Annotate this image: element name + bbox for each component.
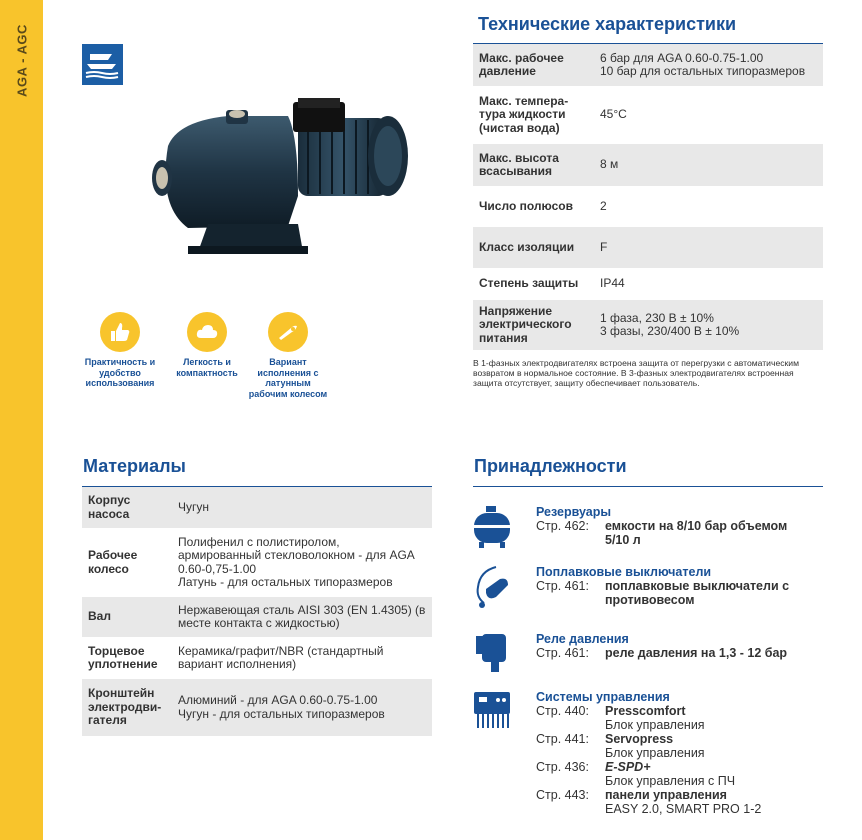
spec-value: IP44 — [600, 276, 625, 291]
spec-key: Напряжение электрического питания — [473, 300, 594, 350]
table-row — [473, 144, 823, 186]
table-row — [82, 487, 432, 528]
material-key: Вал — [82, 597, 172, 637]
tech-note: В 1-фазных электродвигателях встроена защита от перегрузки с автоматическим возвратом в нормальное состояние. В 3-фазных электродвигателях встроенная защита отсутствует, защиту обеспечивает пользователь. — [473, 358, 799, 388]
accessory-item — [536, 579, 805, 607]
item-name: Presscomfort — [605, 704, 686, 718]
accessory-title: Системы управления — [536, 690, 670, 704]
tech-table — [473, 44, 823, 350]
material-key: Торцевое уплотнение — [88, 643, 158, 671]
spec-value: 6 бар для AGA 0.60-0.75-1.00 10 бар для остальных типоразмеров — [594, 44, 823, 86]
feature-usability — [80, 312, 160, 389]
table-row — [82, 597, 432, 637]
table-row — [473, 300, 823, 350]
control-unit-icon — [470, 690, 514, 734]
accessory-title: Резервуары — [536, 505, 612, 519]
accessory-item — [536, 519, 805, 547]
spec-value: F — [594, 227, 823, 268]
thumb-up-icon — [100, 312, 140, 352]
page-ref: Стр. 462: — [536, 519, 589, 533]
item-text — [605, 732, 705, 760]
spec-value: 1 фаза, 230 В ± 10% 3 фазы, 230/400 В ± 10% — [594, 300, 823, 350]
item-sub: EASY 2.0, SMART PRO 1-2 — [605, 802, 762, 816]
cloud-icon — [187, 312, 227, 352]
float-switch-icon — [470, 565, 514, 609]
item-name: E-SPD+ — [605, 760, 651, 774]
tank-icon — [470, 505, 514, 549]
material-value: Керамика/графит/NBR (стандартный вариант исполнения) — [178, 643, 384, 671]
accessory-float-switches — [470, 565, 830, 615]
item-sub: Блок управления — [605, 718, 705, 732]
spec-key: Степень защиты — [479, 276, 579, 291]
page-ref: Стр. 436: — [536, 760, 589, 774]
spec-value: 8 м — [594, 144, 823, 186]
accessory-tanks — [470, 505, 830, 555]
pressure-switch-icon — [470, 632, 514, 676]
item-text: реле давления на 1,3 - 12 бар — [605, 646, 788, 660]
page-ref: Стр. 440: — [536, 704, 589, 718]
accessory-item — [536, 788, 761, 816]
accessories-rule — [473, 486, 823, 487]
item-sub: Блок управления с ПЧ — [605, 774, 736, 788]
table-row — [473, 227, 823, 268]
spec-key: Класс изоляции — [473, 227, 594, 268]
spec-key: Макс. высота всасывания — [473, 144, 594, 186]
table-row — [473, 44, 823, 86]
accessory-item — [536, 646, 787, 660]
page-ref: Стр. 461: — [536, 579, 589, 593]
spec-value: 45°C — [600, 107, 627, 122]
item-text: емкости на 8/10 бар объемом 5/10 л — [605, 519, 788, 547]
table-row — [82, 528, 432, 597]
accessory-title: Реле давления — [536, 632, 629, 646]
table-row — [82, 679, 432, 736]
item-text — [605, 704, 705, 732]
page-ref: Стр. 441: — [536, 732, 589, 746]
spec-key: Макс. темпера-тура жидкости (чистая вода) — [479, 93, 569, 135]
feature-label: Практичность и удобство использования — [84, 357, 156, 388]
material-value: Алюминий - для AGA 0.60-0.75-1.00 Чугун - для остальных типоразмеров — [172, 679, 432, 736]
materials-title: Материалы — [83, 456, 186, 476]
spec-key: Число полюсов — [479, 198, 573, 213]
accessory-control-systems — [470, 690, 830, 820]
accessory-item — [536, 704, 705, 732]
item-text: поплавковые выключатели с противовесом — [605, 579, 790, 607]
material-value: Полифенил с полистиролом, армированный стекловолокном - для AGA 0.60-0,75-1.00 Латунь - для остальных типоразмеров — [178, 534, 415, 589]
spec-value: 2 — [600, 198, 607, 213]
accessory-title: Поплавковые выключатели — [536, 565, 712, 579]
table-row — [473, 86, 823, 144]
feature-label: Легкость и компактность — [176, 357, 238, 378]
item-sub: Блок управления — [605, 746, 705, 760]
series-label: AGA - AGC — [14, 24, 30, 97]
feature-brass-impeller — [248, 312, 328, 399]
accessory-item — [536, 760, 735, 788]
item-name: Servopress — [605, 732, 674, 746]
material-value: Нержавеющая сталь AISI 303 (EN 1.4305) (в месте контакта с жидкостью) — [172, 597, 432, 637]
accessories-title: Принадлежности — [474, 456, 627, 476]
feature-label: Вариант исполнения с латунным рабочим колесом — [248, 357, 328, 399]
material-key: Рабочее колесо — [88, 548, 138, 576]
page-ref: Стр. 461: — [536, 646, 589, 660]
table-row — [82, 637, 432, 679]
accessory-item — [536, 732, 705, 760]
material-key: Корпус насоса — [82, 487, 172, 528]
tech-title: Технические характеристики — [478, 14, 737, 34]
impeller-icon — [268, 312, 308, 352]
feature-compact — [167, 312, 247, 378]
page-ref: Стр. 443: — [536, 788, 589, 802]
spec-key: Макс. рабочее давление — [473, 44, 594, 86]
item-name: панели управления — [605, 788, 727, 802]
accessory-pressure-switches — [470, 632, 830, 672]
item-text — [605, 788, 761, 816]
item-text — [605, 760, 735, 788]
pump-image — [148, 96, 418, 264]
side-band — [0, 0, 43, 840]
table-row — [473, 186, 823, 227]
material-value: Чугун — [172, 487, 432, 528]
brand-logo-icon — [82, 44, 123, 85]
feature-list — [80, 312, 340, 422]
materials-table — [82, 487, 432, 736]
table-row — [473, 268, 823, 300]
material-key: Кронштейн электродви-гателя — [82, 679, 172, 736]
